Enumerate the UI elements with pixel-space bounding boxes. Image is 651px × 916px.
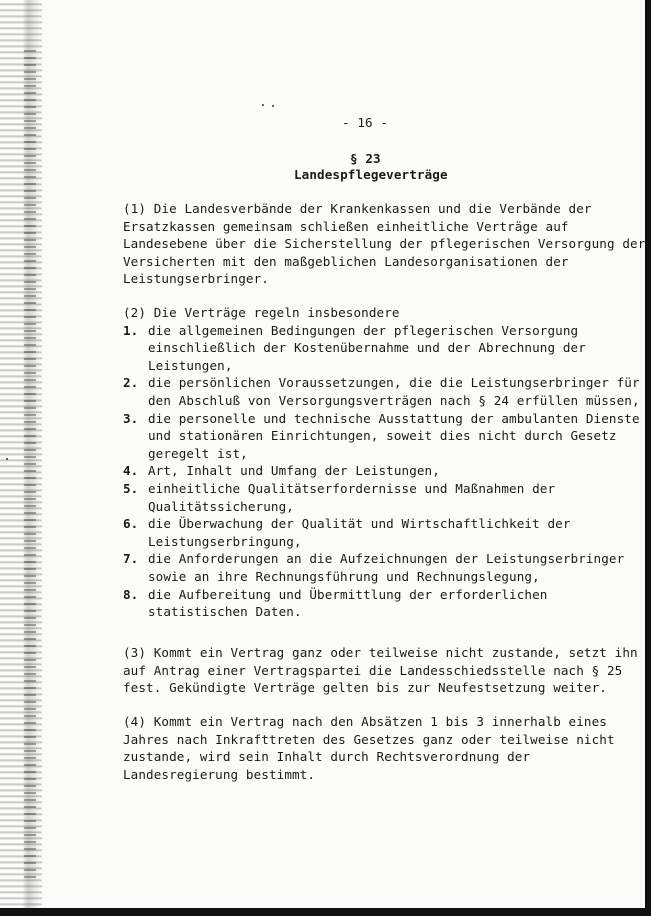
list-item-text: die persönlichen Voraussetzungen, die die Leistungserbringer für: [148, 375, 640, 391]
paragraph-1-line: Ersatzkassen gemeinsam schließen einheitliche Verträge auf: [123, 218, 569, 234]
list-item-text: Leistungen,: [148, 357, 233, 373]
paragraph-4-line: Jahres nach Inkrafttreten des Gesetzes ganz oder teilweise nicht: [123, 731, 615, 747]
section-number: § 23: [350, 151, 381, 166]
paragraph-1-line: (1) Die Landesverbände der Krankenkassen und die Verbände der: [123, 201, 592, 216]
list-item-text: Qualitätssicherung,: [148, 498, 294, 514]
list-item-text: die allgemeinen Bedingungen der pflegerischen Versorgung: [148, 322, 579, 338]
paragraph-3-line: fest. Gekündigte Verträge gelten bis zur Neufestsetzung weiter.: [123, 680, 607, 696]
list-item-text: Art, Inhalt und Umfang der Leistungen,: [148, 463, 440, 479]
paragraph-3-line: (3) Kommt ein Vertrag ganz oder teilweise nicht zustande, setzt ihn: [123, 645, 638, 660]
paragraph-3-line: auf Antrag einer Vertragspartei die Landesschiedsstelle nach § 25: [123, 662, 623, 678]
scan-bottom-border: [0, 908, 651, 916]
list-item-number: 3.: [123, 410, 139, 426]
paragraph-4-line: zustande, wird sein Inhalt durch Rechtsverordnung der: [123, 749, 531, 765]
list-item-number: 4.: [123, 463, 139, 479]
paragraph-1-line: Leistungserbringer.: [123, 271, 269, 287]
list-item-text: Leistungserbringung,: [148, 533, 302, 549]
scan-speck: [272, 105, 274, 107]
list-item-text: sowie an ihre Rechnungsführung und Rechnungslegung,: [148, 569, 540, 584]
scan-binding-holes: [24, 50, 36, 880]
list-item-text: den Abschluß von Versorgungsverträgen nach § 24 erfüllen müssen,: [148, 393, 640, 408]
paragraph-1-line: Landesebene über die Sicherstellung der pflegerischen Versorgung der: [123, 236, 646, 252]
list-item-text: die Aufbereitung und Übermittlung der erforderlichen: [148, 586, 548, 602]
list-item-text: die Überwachung der Qualität und Wirtschaftlichkeit der: [148, 516, 571, 532]
scan-speck: [6, 458, 8, 460]
page-number: - 16 -: [342, 115, 389, 130]
list-item-text: und stationären Einrichtungen, soweit dies nicht durch Gesetz: [148, 428, 617, 444]
list-item-number: 2.: [123, 375, 139, 391]
list-item-number: 1.: [123, 322, 139, 338]
paragraph-4-line: (4) Kommt ein Vertrag nach den Absätzen 1 bis 3 innerhalb eines: [123, 714, 607, 729]
scan-right-border: [645, 0, 651, 916]
paragraph-1-line: Versicherten mit den maßgeblichen Landesorganisationen der: [123, 253, 569, 269]
paragraph-4-line: Landesregierung bestimmt.: [123, 766, 316, 782]
list-item-text: die personelle und technische Ausstattung der ambulanten Dienste: [148, 410, 640, 426]
list-item-number: 8.: [123, 586, 139, 602]
list-item-text: einschließlich der Kostenübernahme und der Abrechnung der: [148, 340, 586, 356]
paragraph-2-intro: (2) Die Verträge regeln insbesondere: [123, 305, 400, 320]
list-item-text: geregelt ist,: [148, 445, 248, 461]
list-item-number: 6.: [123, 516, 139, 532]
list-item-text: statistischen Daten.: [148, 604, 302, 620]
scan-speck: [262, 104, 264, 106]
section-title: Landespflegeverträge: [294, 167, 448, 182]
list-item-number: 7.: [123, 551, 139, 567]
list-item-text: die Anforderungen an die Aufzeichnungen der Leistungserbringer: [148, 551, 625, 567]
list-item-number: 5.: [123, 481, 139, 496]
list-item-text: einheitliche Qualitätserfordernisse und Maßnahmen der: [148, 481, 556, 496]
